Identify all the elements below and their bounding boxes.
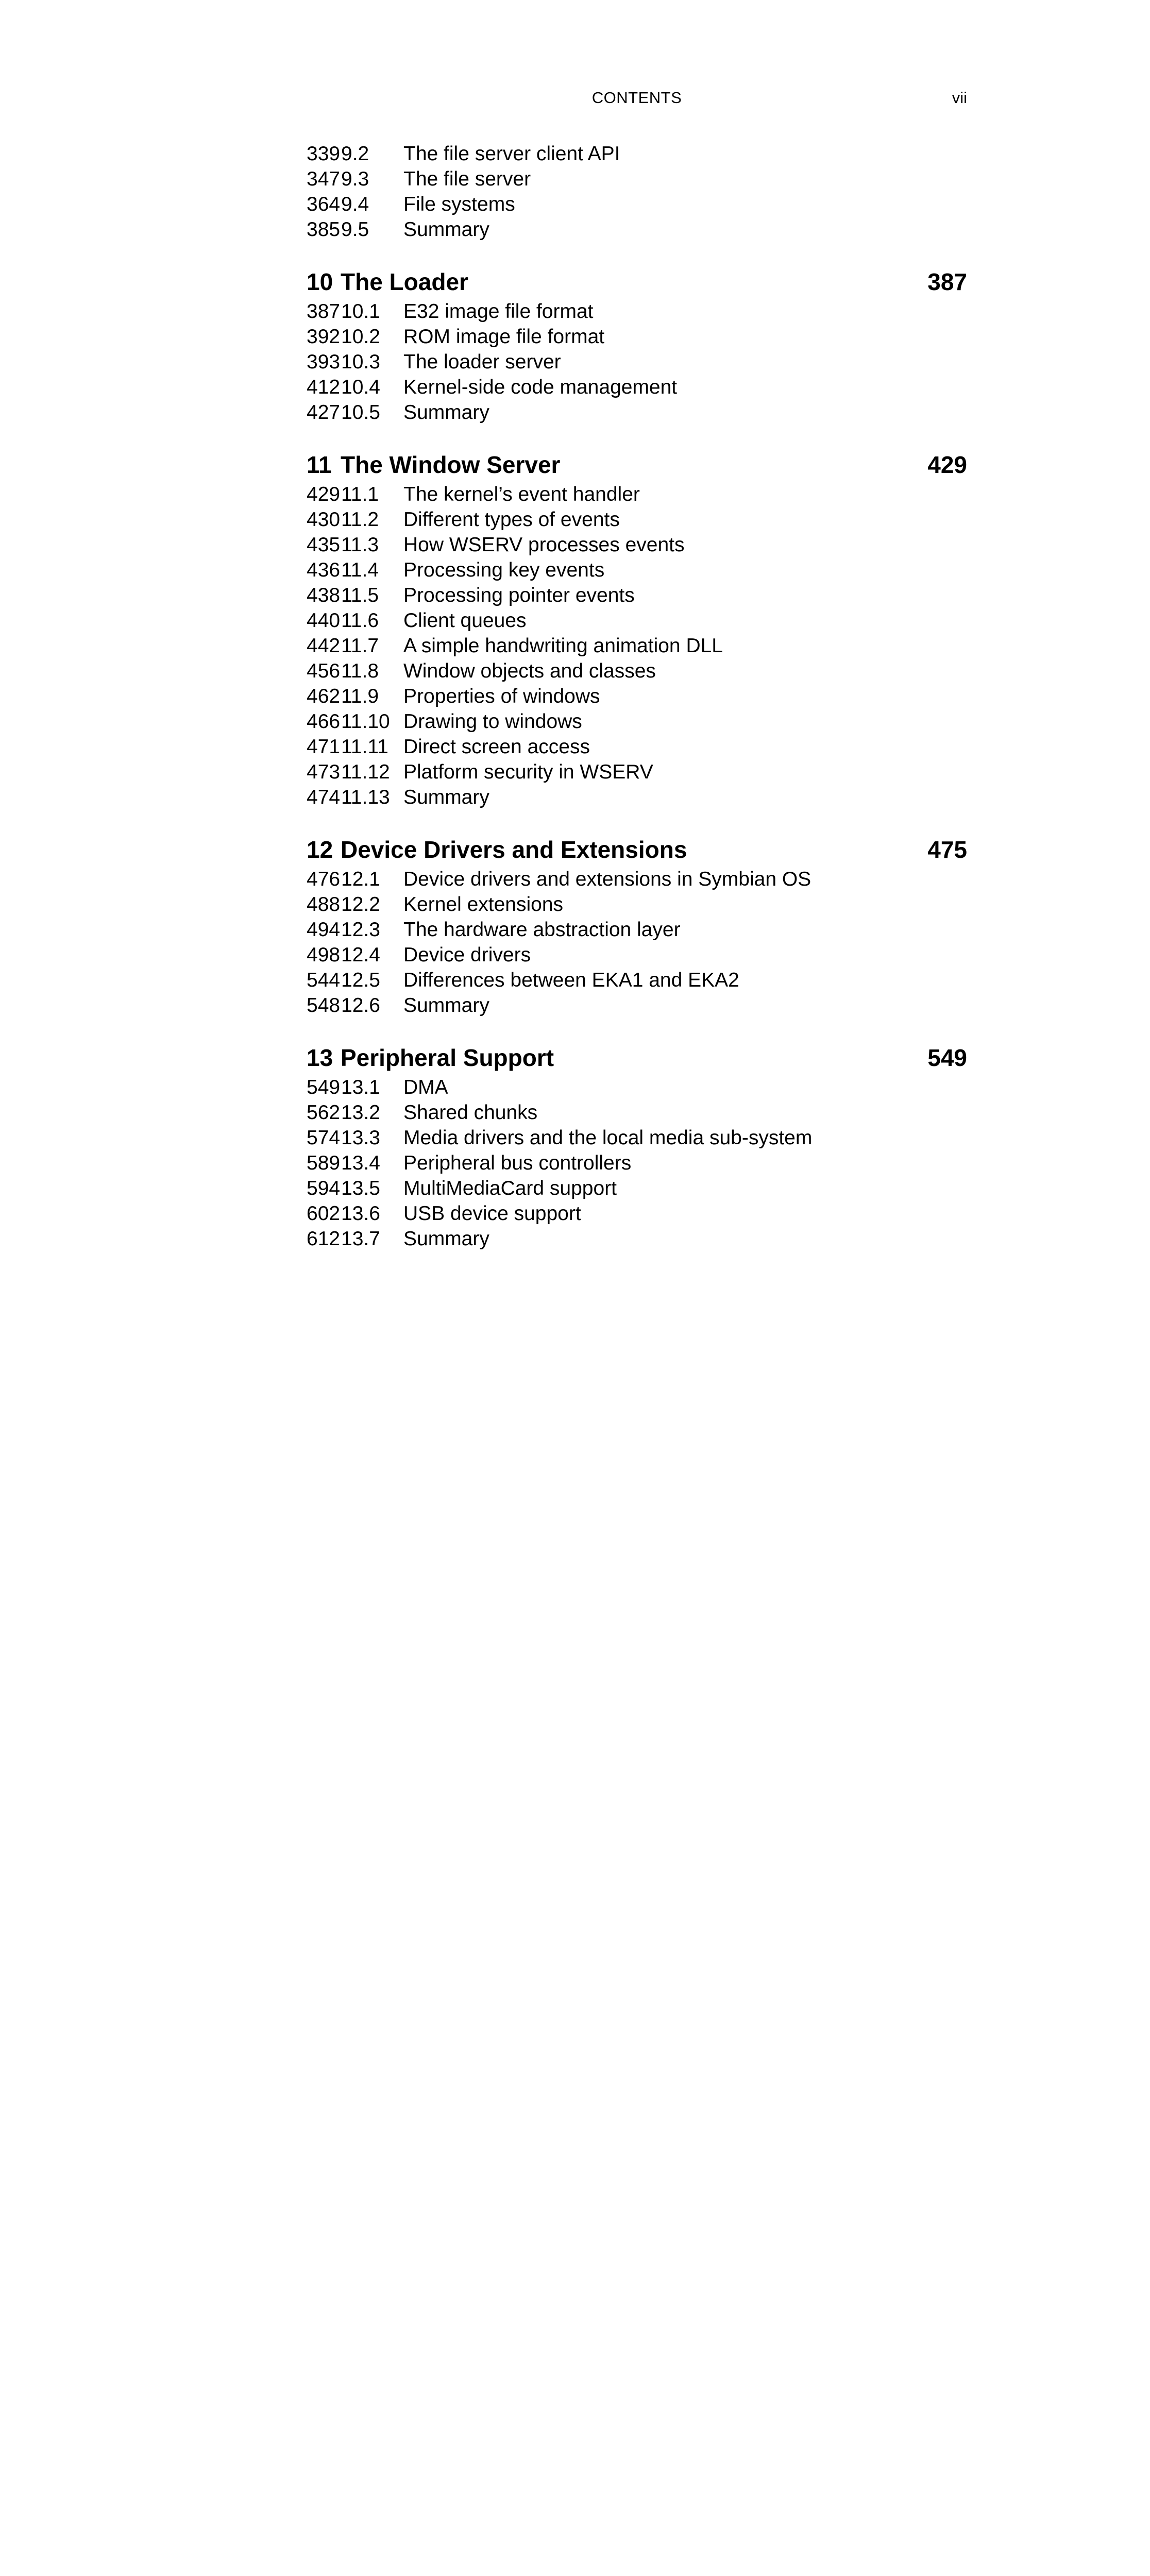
section-title: Summary (403, 1228, 489, 1250)
section-page: 440 (307, 609, 341, 632)
chapter-page: 387 (927, 268, 967, 295)
chapter-page: 475 (927, 836, 967, 863)
chapter-number: 10 (307, 268, 333, 295)
section-title: Drawing to windows (403, 710, 582, 733)
section-page: 429 (307, 483, 341, 505)
section-title: Different types of events (403, 509, 620, 531)
section-title: Platform security in WSERV (403, 761, 653, 783)
section-title: The loader server (403, 351, 561, 373)
toc-section-10-1[interactable] (307, 299, 967, 324)
toc-section-10-2[interactable] (307, 324, 967, 349)
section-number: 12.4 (341, 944, 380, 966)
toc-section-11-12[interactable] (307, 759, 967, 785)
section-page: 339 (307, 143, 341, 165)
section-title: The file server client API (403, 143, 620, 165)
toc-section-11-10[interactable] (307, 709, 967, 734)
toc-section-13-7[interactable] (307, 1226, 967, 1251)
section-page: 498 (307, 944, 341, 966)
section-page: 456 (307, 660, 341, 682)
section-number: 11.4 (341, 559, 379, 581)
section-number: 11.3 (341, 534, 379, 556)
running-head (307, 89, 967, 111)
section-page: 589 (307, 1152, 341, 1174)
toc-section-10-4[interactable] (307, 375, 967, 400)
toc-section-11-13[interactable] (307, 785, 967, 810)
toc-section-12-2[interactable] (307, 892, 967, 917)
chapter-number: 12 (307, 836, 333, 863)
section-number: 9.2 (341, 143, 369, 165)
section-title: The kernel’s event handler (403, 483, 640, 505)
chapter-title: Device Drivers and Extensions (341, 836, 687, 863)
section-page: 471 (307, 736, 341, 758)
section-page: 594 (307, 1177, 341, 1199)
section-page: 438 (307, 584, 341, 606)
section-title: File systems (403, 193, 515, 215)
toc-section-11-2[interactable] (307, 507, 967, 532)
section-number: 11.11 (341, 736, 388, 758)
toc-chapter-10[interactable] (307, 265, 967, 299)
toc-section-9-5[interactable] (307, 217, 967, 242)
toc-section-9-2[interactable] (307, 141, 967, 166)
section-number: 10.4 (341, 376, 380, 398)
section-page: 385 (307, 218, 341, 241)
toc-section-10-5[interactable] (307, 400, 967, 425)
section-number: 13.4 (341, 1152, 380, 1174)
section-page: 612 (307, 1228, 341, 1250)
toc-section-9-4[interactable] (307, 192, 967, 217)
section-number: 10.2 (341, 326, 380, 348)
section-title: Properties of windows (403, 685, 600, 707)
section-page: 562 (307, 1101, 341, 1124)
section-title: The hardware abstraction layer (403, 919, 681, 941)
section-title: Summary (403, 401, 489, 423)
toc-section-12-5[interactable] (307, 968, 967, 993)
section-title: Summary (403, 786, 489, 808)
section-title: Summary (403, 994, 489, 1016)
table-of-contents (307, 141, 967, 1251)
section-number: 11.5 (341, 584, 379, 606)
toc-chapter-12[interactable] (307, 833, 967, 867)
section-page: 442 (307, 635, 341, 657)
running-head-title: CONTENTS (591, 89, 682, 107)
section-number: 12.3 (341, 919, 380, 941)
chapter-page: 429 (927, 451, 967, 478)
chapter-number: 13 (307, 1044, 333, 1071)
section-page: 544 (307, 969, 341, 991)
toc-section-11-8[interactable] (307, 658, 967, 684)
section-title: MultiMediaCard support (403, 1177, 617, 1199)
section-number: 11.2 (341, 509, 379, 531)
section-title: Device drivers and extensions in Symbian OS (403, 868, 811, 890)
section-page: 462 (307, 685, 341, 707)
toc-section-13-5[interactable] (307, 1176, 967, 1201)
section-page: 387 (307, 300, 341, 323)
section-page: 474 (307, 786, 341, 808)
toc-chapter-11[interactable] (307, 448, 967, 482)
section-number: 13.1 (341, 1076, 380, 1098)
section-title: Shared chunks (403, 1101, 538, 1124)
section-title: Client queues (403, 609, 527, 632)
section-title: Processing pointer events (403, 584, 635, 606)
section-number: 11.8 (341, 660, 379, 682)
section-page: 488 (307, 893, 341, 916)
chapter-page: 549 (927, 1044, 967, 1071)
section-title: E32 image file format (403, 300, 594, 323)
section-page: 393 (307, 351, 341, 373)
section-number: 12.5 (341, 969, 380, 991)
toc-section-13-2[interactable] (307, 1100, 967, 1125)
section-page: 473 (307, 761, 341, 783)
section-number: 10.1 (341, 300, 380, 323)
section-title: DMA (403, 1076, 448, 1098)
section-number: 10.3 (341, 351, 380, 373)
section-number: 11.7 (341, 635, 379, 657)
section-number: 12.2 (341, 893, 380, 916)
section-number: 10.5 (341, 401, 380, 423)
chapter-title: The Window Server (341, 451, 561, 478)
toc-section-13-6[interactable] (307, 1201, 967, 1226)
section-title: Window objects and classes (403, 660, 656, 682)
section-title: Peripheral bus controllers (403, 1152, 632, 1174)
toc-section-11-11[interactable] (307, 734, 967, 759)
section-page: 392 (307, 326, 341, 348)
section-title: Direct screen access (403, 736, 590, 758)
section-title: A simple handwriting animation DLL (403, 635, 723, 657)
section-number: 11.10 (341, 710, 390, 733)
section-title: Media drivers and the local media sub-system (403, 1127, 813, 1149)
section-page: 364 (307, 193, 341, 215)
chapter-number: 11 (307, 451, 332, 478)
section-number: 11.9 (341, 685, 379, 707)
toc-section-11-4[interactable] (307, 557, 967, 583)
toc-section-11-3[interactable] (307, 532, 967, 557)
section-title: How WSERV processes events (403, 534, 685, 556)
section-page: 476 (307, 868, 341, 890)
toc-section-13-3[interactable] (307, 1125, 967, 1150)
running-head-page-number: vii (952, 89, 967, 107)
section-page: 430 (307, 509, 341, 531)
section-number: 12.6 (341, 994, 380, 1016)
toc-section-10-3[interactable] (307, 349, 967, 375)
toc-section-12-3[interactable] (307, 917, 967, 942)
section-page: 574 (307, 1127, 341, 1149)
toc-section-11-7[interactable] (307, 633, 967, 658)
section-number: 13.5 (341, 1177, 380, 1199)
section-number: 11.12 (341, 761, 390, 783)
section-number: 13.3 (341, 1127, 380, 1149)
toc-section-11-5[interactable] (307, 583, 967, 608)
section-title: USB device support (403, 1202, 581, 1225)
chapter-title: The Loader (341, 268, 468, 295)
section-page: 548 (307, 994, 341, 1016)
section-title: Device drivers (403, 944, 531, 966)
section-page: 347 (307, 168, 341, 190)
section-title: Summary (403, 218, 489, 241)
section-page: 412 (307, 376, 341, 398)
toc-section-13-4[interactable] (307, 1150, 967, 1176)
toc-section-11-1[interactable] (307, 482, 967, 507)
toc-section-11-6[interactable] (307, 608, 967, 633)
section-title: The file server (403, 168, 531, 190)
section-number: 9.5 (341, 218, 369, 241)
section-title: Differences between EKA1 and EKA2 (403, 969, 739, 991)
chapter-title: Peripheral Support (341, 1044, 554, 1071)
toc-section-11-9[interactable] (307, 684, 967, 709)
section-number: 11.13 (341, 786, 390, 808)
section-number: 9.3 (341, 168, 369, 190)
toc-section-9-3[interactable] (307, 166, 967, 192)
section-page: 435 (307, 534, 341, 556)
section-page: 549 (307, 1076, 341, 1098)
section-number: 13.6 (341, 1202, 380, 1225)
section-page: 466 (307, 710, 341, 733)
toc-section-12-4[interactable] (307, 942, 967, 968)
section-number: 9.4 (341, 193, 369, 215)
section-title: Kernel-side code management (403, 376, 678, 398)
section-number: 11.1 (341, 483, 379, 505)
section-number: 11.6 (341, 609, 379, 632)
toc-section-12-1[interactable] (307, 867, 967, 892)
section-page: 436 (307, 559, 341, 581)
section-page: 494 (307, 919, 341, 941)
section-number: 12.1 (341, 868, 380, 890)
section-title: ROM image file format (403, 326, 605, 348)
section-page: 427 (307, 401, 341, 423)
section-number: 13.7 (341, 1228, 380, 1250)
section-page: 602 (307, 1202, 341, 1225)
section-title: Kernel extensions (403, 893, 564, 916)
section-number: 13.2 (341, 1101, 380, 1124)
toc-section-13-1[interactable] (307, 1075, 967, 1100)
toc-section-12-6[interactable] (307, 993, 967, 1018)
section-title: Processing key events (403, 559, 605, 581)
toc-chapter-13[interactable] (307, 1041, 967, 1075)
